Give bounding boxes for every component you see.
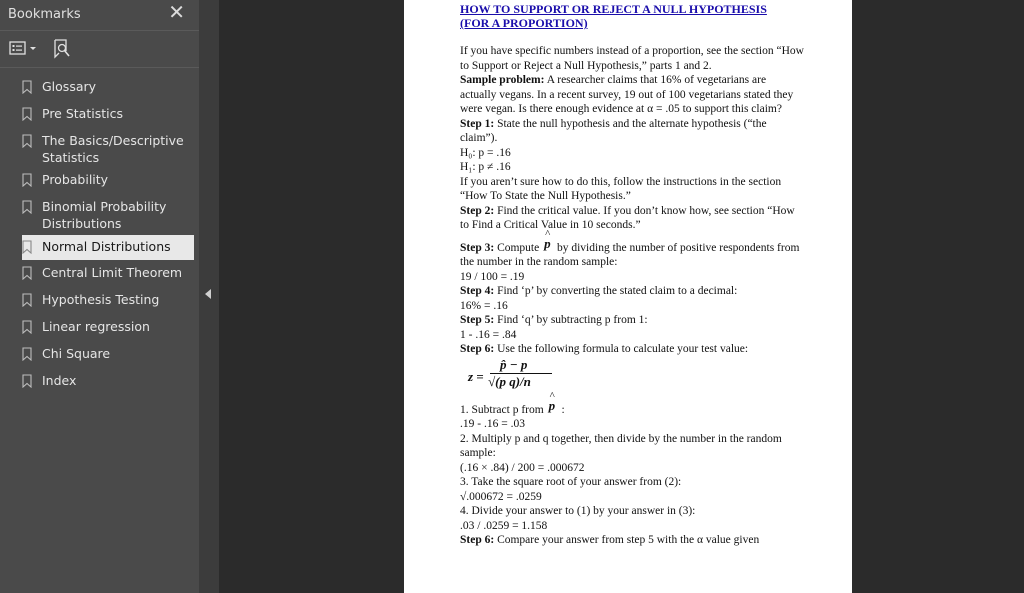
bookmark-item-index[interactable] [22, 372, 194, 390]
title-line-2: (FOR A PROPORTION) [460, 16, 588, 30]
bookmark-label: Probability [42, 172, 109, 187]
step-6 [460, 342, 805, 357]
bookmark-item-linear-regression[interactable] [22, 318, 194, 336]
bookmark-item-normal-distributions[interactable] [22, 235, 194, 260]
step-5-calc: 1 - .16 = .84 [460, 328, 517, 341]
bookmark-item-chi-square[interactable] [22, 345, 194, 363]
sample-label: Sample problem: [460, 74, 545, 86]
bookmark-item-hypothesis-testing[interactable] [22, 291, 194, 309]
bookmark-icon [22, 80, 32, 99]
step-text: State the null hypothesis and the alternate hypothesis (“the claim”). [460, 117, 767, 144]
bookmark-item-pre-statistics[interactable] [22, 105, 194, 123]
bookmark-item-probability[interactable] [22, 171, 194, 189]
bookmark-label: Index [42, 373, 77, 388]
bookmarks-panel [0, 0, 199, 593]
document-page [404, 0, 852, 593]
step-text: Find the critical value. If you don’t know how, see section “How to Find a Critical Value in 10 seconds.” [460, 204, 795, 231]
p-hat-symbol [547, 403, 559, 413]
step-text: Compare your answer from step 5 with the α value given [494, 534, 760, 546]
bookmark-item-central-limit-theorem[interactable] [22, 264, 194, 282]
step-3 [460, 241, 805, 270]
bookmark-item-glossary[interactable] [22, 78, 194, 96]
step-label: Step 3: [460, 241, 495, 254]
bookmarks-title: Bookmarks [8, 7, 81, 22]
bookmark-icon [22, 173, 32, 192]
bookmark-label: Glossary [42, 79, 97, 94]
step-label: Step 2: [460, 204, 495, 217]
step-3-calc: 19 / 100 = .19 [460, 270, 525, 283]
bookmark-icon [22, 134, 32, 153]
formula-numerator: p̂ − p [500, 356, 528, 372]
step-label: Step 4: [460, 285, 495, 297]
sample-text: A researcher claims that 16% of vegetarians are actually vegans. In a recent survey, 19 out of 100 vegetarians stated they were vegan. Is there enough evidence at α = .05 to support this claim? [460, 74, 794, 115]
title-line-1: HOW TO SUPPORT OR REJECT A NULL HYPOTHESIS [460, 2, 767, 16]
bookmark-label: Central Limit Theorem [42, 265, 183, 280]
bookmark-item-the-basics[interactable] [22, 132, 194, 167]
bookmark-icon [22, 374, 32, 393]
document-content [460, 2, 805, 548]
step-2 [460, 204, 805, 233]
bookmark-label: Hypothesis Testing [42, 292, 160, 307]
step-text: by dividing the number of positive respondents from the number in the random sample: [460, 241, 800, 268]
bookmarks-header [0, 0, 199, 31]
step-text: Use the following formula to calculate your test value: [494, 343, 749, 355]
substep-text-post: : [558, 403, 565, 416]
substep-2: 2. Multiply p and q together, then divide by the number in the random sample: [460, 432, 782, 459]
substep-text: 1. Subtract p from [460, 403, 547, 416]
bookmark-label: Chi Square [42, 346, 111, 361]
step-text-pre: Compute [494, 241, 543, 254]
formula-denominator: √(p q)/n [488, 373, 531, 389]
bookmark-icon [22, 266, 32, 285]
step-label: Step 6: [460, 343, 495, 355]
p-hat-symbol [542, 241, 554, 251]
bookmark-icon [22, 200, 32, 219]
step-label: Step 1: [460, 117, 495, 130]
substep-1 [460, 403, 805, 418]
step-4 [460, 284, 805, 299]
bookmark-icon [22, 320, 32, 339]
step-1 [460, 117, 805, 146]
substep-3: 3. Take the square root of your answer from (2): [460, 476, 682, 488]
step-text: Find ‘p’ by converting the stated claim to a decimal: [494, 285, 738, 297]
null-hypothesis: H₀: p = .16 [460, 146, 511, 159]
intro-paragraph: If you have specific numbers instead of a proportion, see the section “How to Support or Reject a Null Hypothesis,” parts 1 and 2. [460, 45, 804, 72]
find-bookmark-icon[interactable] [52, 39, 72, 64]
bookmark-options-icon[interactable] [9, 39, 39, 62]
substep-4-calc: .03 / .0259 = 1.158 [460, 519, 548, 532]
section-title[interactable] [460, 2, 805, 30]
bookmark-label: Normal Distributions [42, 239, 171, 254]
step-label: Step 6: [460, 534, 495, 546]
bookmark-label: Binomial Probability Distributions [42, 199, 167, 231]
close-icon[interactable]: ✕ [168, 2, 185, 24]
bookmark-icon [22, 240, 32, 259]
alternate-hypothesis: H₁: p ≠ .16 [460, 161, 511, 173]
step-text: Find ‘q’ by subtracting p from 1: [494, 314, 648, 326]
substep-3-calc: √.000672 = .0259 [460, 490, 542, 503]
substep-2-calc: (.16 × .84) / 200 = .000672 [460, 461, 585, 474]
bookmark-label: Pre Statistics [42, 106, 123, 121]
sample-problem [460, 73, 805, 117]
bookmark-item-binomial[interactable] [22, 198, 194, 233]
bookmark-icon [22, 107, 32, 126]
formula-z: z = [468, 368, 484, 384]
bookmark-label: Linear regression [42, 319, 150, 334]
bookmark-icon [22, 293, 32, 312]
bookmark-icon [22, 347, 32, 366]
bookmark-label: The Basics/Descriptive Statistics [42, 133, 184, 165]
bookmarks-toolbar [0, 31, 199, 68]
collapse-panel-icon[interactable] [205, 289, 211, 299]
step-1-note: If you aren’t sure how to do this, follow the instructions in the section “How To State the Null Hypothesis.” [460, 175, 782, 202]
step-4-calc: 16% = .16 [460, 299, 508, 312]
substep-4: 4. Divide your answer to (1) by your answer in (3): [460, 505, 696, 517]
step-5 [460, 313, 805, 328]
final-step [460, 533, 805, 548]
substep-1-calc: .19 - .16 = .03 [460, 418, 525, 430]
test-statistic-formula [468, 356, 805, 397]
step-label: Step 5: [460, 314, 495, 326]
